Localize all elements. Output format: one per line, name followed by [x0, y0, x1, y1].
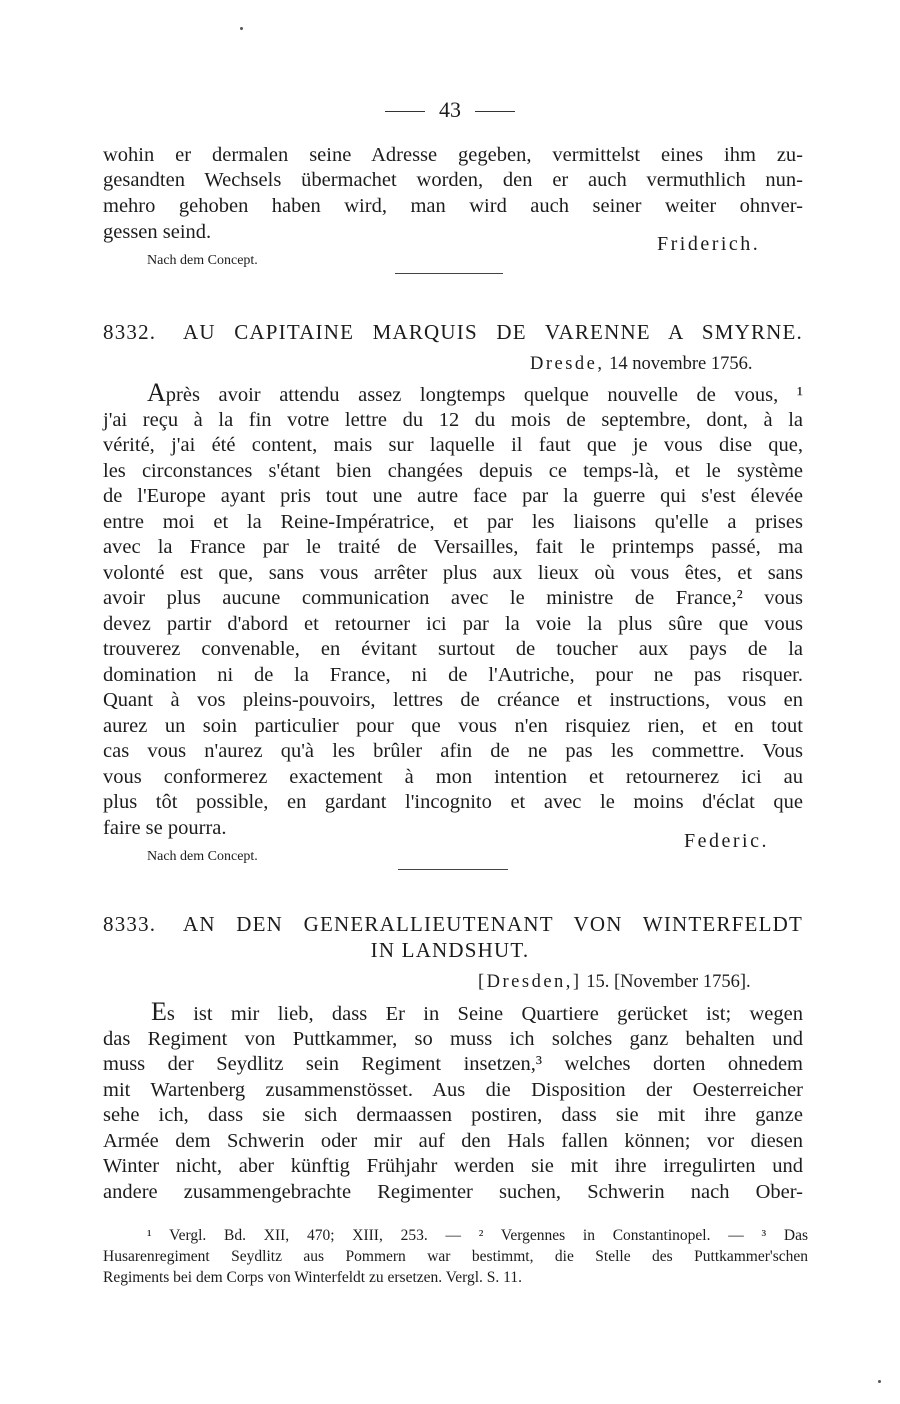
- section-divider: [398, 869, 508, 870]
- footnote-line: Husarenregiment Seydlitz aus Pommern war bestimmt, die Stelle des Puttkammer'schen: [103, 1248, 808, 1265]
- paragraph-line: andere zusammengebrachte Regimenter suchen, Schwerin nach Ober-: [103, 1181, 803, 1203]
- paragraph-line: vous conformerez exactement à mon intention et retournerez ici au: [103, 766, 803, 788]
- paragraph-text: s ist mir lieb, dass Er in Seine Quartiere gerücket ist; wegen: [166, 1003, 803, 1025]
- letter-number: 8333.: [103, 912, 157, 936]
- date-place: Dresde,: [530, 354, 605, 374]
- paragraph-line: vérité, j'ai été content, mais sur laquelle il faut que je vous dise que,: [103, 434, 803, 456]
- paragraph-line: j'ai reçu à la fin votre lettre du 12 du mois de septembre, dont, à la: [103, 409, 803, 431]
- page-number: [0, 97, 900, 123]
- paragraph-line: aurez un soin particulier pour que vous n'en risquiez rien, et en tout: [103, 715, 803, 737]
- letter-title-line2: IN LANDSHUT.: [370, 938, 530, 962]
- paragraph-line: sehe ich, dass sie sich dermaassen postiren, dass sie mit ihre ganze: [103, 1104, 803, 1126]
- page-number-dash-left: [385, 111, 425, 112]
- paragraph-line: mehro gehoben haben wird, man wird auch seiner weiter ohnver-: [103, 195, 803, 217]
- initial-letter: E: [151, 997, 167, 1026]
- footnote-line: ¹ Vergl. Bd. XII, 470; XIII, 253. — ² Vergennes in Constantinopel. — ³ Das: [147, 1227, 808, 1244]
- letter-title: AN DEN GENERALLIEUTENANT VON WINTERFELDT: [183, 912, 803, 936]
- paragraph-line: das Regiment von Puttkammer, so muss ich solches ganz behalten und: [103, 1028, 803, 1050]
- paragraph-line: les circonstances s'étant bien changées depuis ce temps-là, et le système: [103, 460, 803, 482]
- source-note: Nach dem Concept.: [147, 253, 258, 268]
- signature: Federic.: [684, 830, 769, 852]
- date-text: 14 novembre 1756.: [609, 354, 753, 374]
- signature: Friderich.: [657, 233, 761, 255]
- paragraph-line: mit Wartenberg zusammenstösset. Aus die Disposition der Oesterreicher: [103, 1079, 803, 1101]
- paragraph-line: domination ni de la France, ni de l'Autriche, pour ne pas risquer.: [103, 664, 803, 686]
- letter-dateline: [478, 972, 751, 993]
- letter-number: 8332.: [103, 320, 157, 344]
- paragraph-line: cas vous n'aurez qu'à les brûler afin de ne pas les commettre. Vous: [103, 740, 803, 762]
- paragraph-line: Armée dem Schwerin oder mir auf den Hals fallen können; vor diesen: [103, 1130, 803, 1152]
- scan-speck: [878, 1380, 881, 1383]
- scan-speck: [240, 27, 243, 30]
- paragraph-line: entre moi et la Reine-Impératrice, et par les liaisons qu'elle a prises: [103, 511, 803, 533]
- paragraph-line: Quant à vos pleins-pouvoirs, lettres de créance et instructions, vous en: [103, 689, 803, 711]
- paragraph-line: trouverez convenable, en évitant surtout de toucher aux pays de la: [103, 638, 803, 660]
- date-text: 15. [November 1756].: [586, 972, 751, 992]
- footnote-line: Regiments bei dem Corps von Winterfeldt zu ersetzen. Vergl. S. 11.: [103, 1269, 522, 1286]
- paragraph-line: plus tôt possible, en gardant l'incognito et avec le moins d'éclat que: [103, 791, 803, 813]
- page-number-dash-right: [475, 111, 515, 112]
- paragraph-line: avoir plus aucune communication avec le ministre de France,² vous: [103, 587, 803, 609]
- initial-letter: A: [147, 378, 166, 407]
- paragraph-line: muss der Seydlitz sein Regiment insetzen,³ welches dorten ohnedem: [103, 1053, 803, 1075]
- paragraph-first-line: [147, 378, 803, 407]
- paragraph-first-line: [151, 997, 803, 1026]
- source-note: Nach dem Concept.: [147, 849, 258, 864]
- paragraph-line: Winter nicht, aber künftig Frühjahr werden sie mit ihre irregulirten und: [103, 1155, 803, 1177]
- letter-dateline: [530, 354, 753, 375]
- letter-title: AU CAPITAINE MARQUIS DE VARENNE A SMYRNE.: [183, 320, 803, 344]
- paragraph-line: faire se pourra.: [103, 817, 227, 839]
- paragraph-line: gessen seind.: [103, 221, 212, 243]
- paragraph-line: volonté est que, sans vous arrêter plus aux lieux où vous êtes, et sans: [103, 562, 803, 584]
- paragraph-text: près avoir attendu assez longtemps quelque nouvelle de vous, ¹: [165, 384, 803, 406]
- paragraph-line: wohin er dermalen seine Adresse gegeben, vermittelst eines ihm zu-: [103, 144, 803, 166]
- paragraph-line: avec la France par le traité de Versailles, fait le printemps passé, ma: [103, 536, 803, 558]
- page-number-text: 43: [439, 97, 461, 122]
- paragraph-line: gesandten Wechsels übermachet worden, den er auch vermuthlich nun-: [103, 169, 803, 191]
- date-place: [Dresden,]: [478, 972, 582, 992]
- paragraph-line: de l'Europe ayant pris tout une autre face par la guerre qui s'est élevée: [103, 485, 803, 507]
- paragraph-line: devez partir d'abord et retourner ici par la voie la plus sûre que vous: [103, 613, 803, 635]
- section-divider: [395, 273, 503, 274]
